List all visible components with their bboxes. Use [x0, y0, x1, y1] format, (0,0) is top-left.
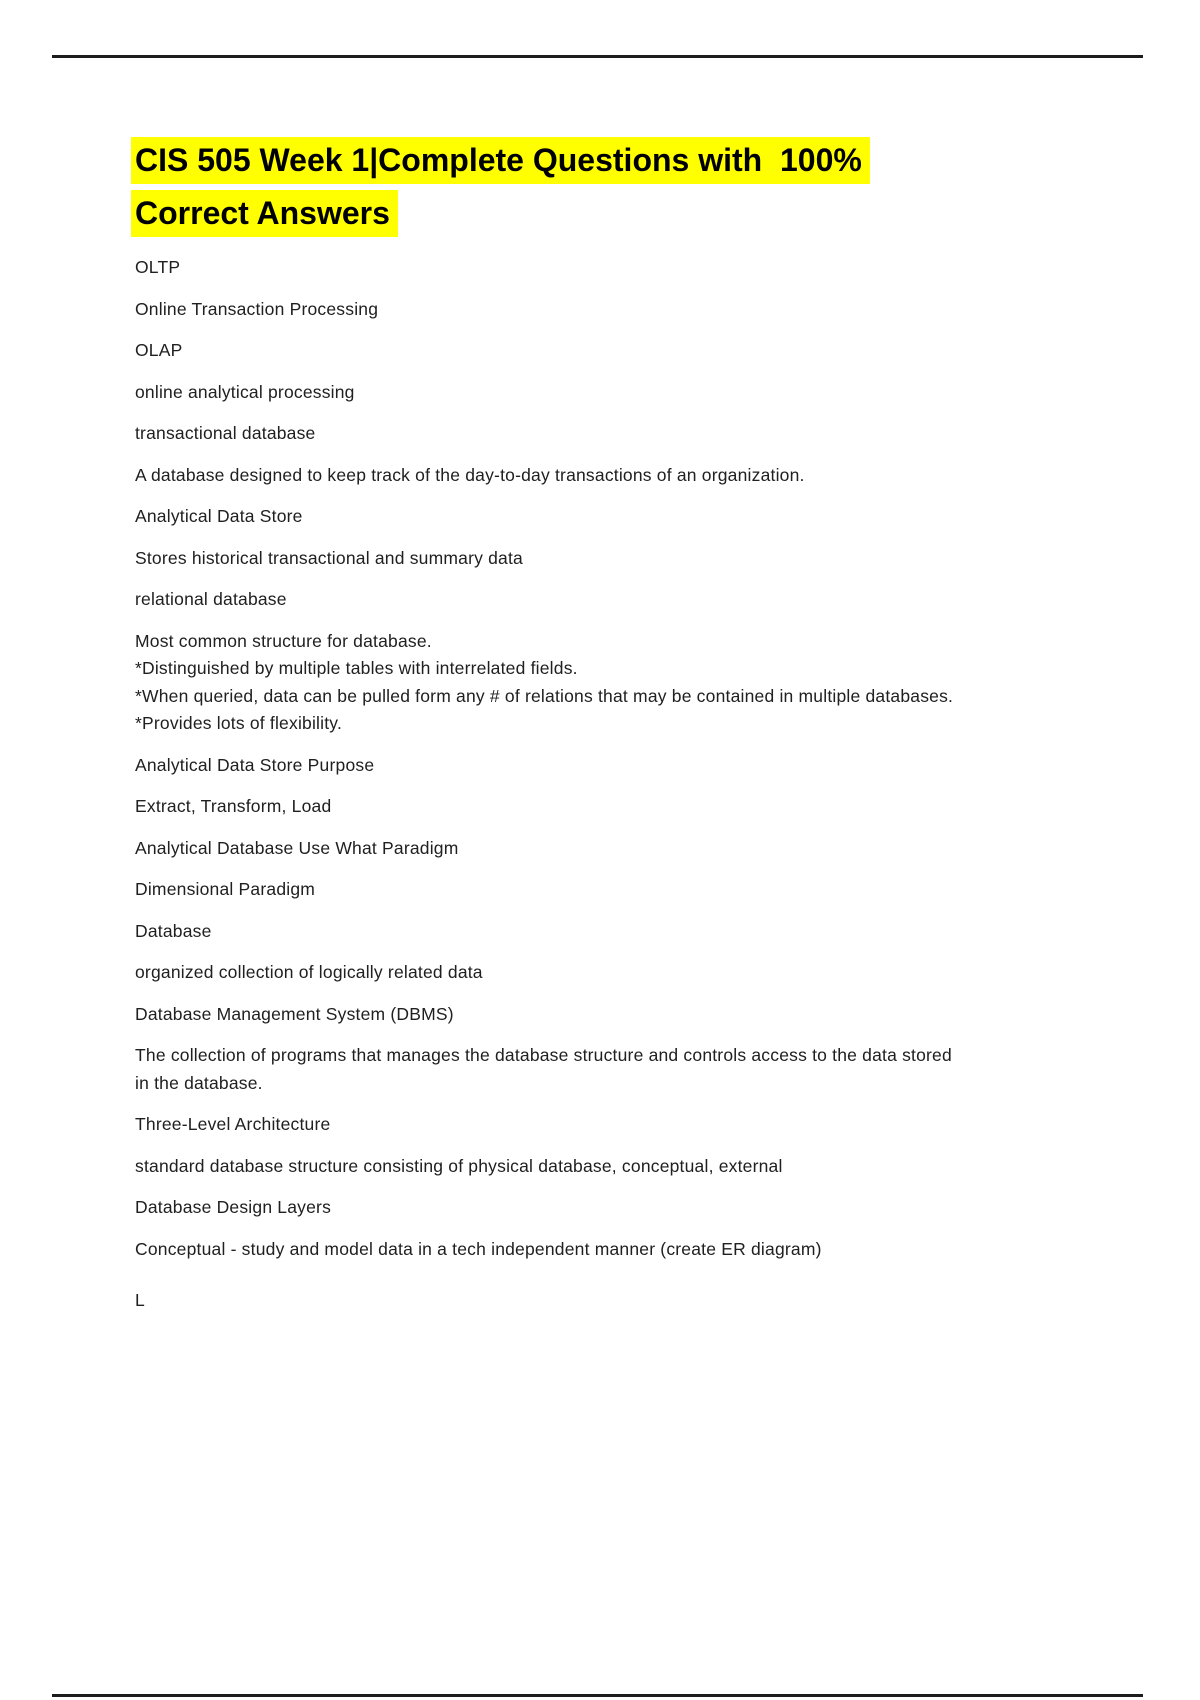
paragraph [135, 876, 1147, 904]
document-body [135, 254, 1147, 1315]
paragraph-line: *When queried, data can be pulled form any # of relations that may be contained in multiple databases. [135, 685, 954, 706]
paragraph-line: Online Transaction Processing [135, 298, 379, 319]
paragraph [135, 1287, 1147, 1315]
bottom-rule [52, 1694, 1143, 1697]
paragraph-line: organized collection of logically related data [135, 962, 483, 982]
paragraph-line: Three-Level Architecture [135, 1114, 331, 1134]
paragraph [135, 462, 1147, 490]
paragraph-line: OLTP [135, 257, 181, 277]
paragraph-line: Analytical Data Store [135, 506, 303, 526]
paragraph-line: Database Design Layers [135, 1197, 332, 1217]
paragraph [135, 835, 1147, 863]
paragraph [135, 296, 1147, 324]
paragraph [135, 1194, 1147, 1222]
paragraph-line: Stores historical transactional and summary data [135, 547, 523, 568]
paragraph-line: Database [135, 920, 212, 941]
paragraph-line: OLAP [135, 340, 183, 360]
paragraph-line: *Provides lots of flexibility. [135, 713, 343, 733]
paragraph [135, 1042, 1147, 1097]
paragraph [135, 628, 1147, 738]
paragraph-line: transactional database [135, 423, 316, 443]
paragraph-line: online analytical processing [135, 381, 355, 402]
paragraph [135, 586, 1147, 614]
paragraph-line: Database Management System (DBMS) [135, 1003, 454, 1024]
paragraph-line: L [135, 1290, 145, 1310]
page-title [135, 134, 1147, 240]
top-rule [52, 55, 1143, 58]
paragraph [135, 337, 1147, 365]
paragraph-line: *Distinguished by multiple tables with interrelated fields. [135, 658, 578, 678]
paragraph-line: Dimensional Paradigm [135, 879, 316, 899]
paragraph-line: Conceptual - study and model data in a tech independent manner (create ER diagram) [135, 1238, 822, 1259]
paragraph [135, 918, 1147, 946]
page-title-line-1: CIS 505 Week 1|Complete Questions with 100% [131, 137, 870, 184]
paragraph-line: Analytical Data Store Purpose [135, 754, 375, 775]
paragraph [135, 545, 1147, 573]
paragraph-line: in the database. [135, 1072, 263, 1093]
paragraph [135, 254, 1147, 282]
paragraph [135, 503, 1147, 531]
paragraph [135, 420, 1147, 448]
paragraph [135, 752, 1147, 780]
paragraph [135, 793, 1147, 821]
document-content [135, 134, 1147, 1329]
paragraph-line: A database designed to keep track of the day-to-day transactions of an organization. [135, 464, 805, 485]
paragraph [135, 1001, 1147, 1029]
paragraph [135, 379, 1147, 407]
paragraph-line: standard database structure consisting of physical database, conceptual, external [135, 1155, 783, 1176]
paragraph [135, 1236, 1147, 1264]
paragraph-line: Most common structure for database. [135, 630, 432, 651]
paragraph [135, 1111, 1147, 1139]
paragraph-line: Analytical Database Use What Paradigm [135, 837, 459, 858]
paragraph-line: relational database [135, 589, 287, 609]
paragraph-line: Extract, Transform, Load [135, 796, 332, 816]
paragraph [135, 1153, 1147, 1181]
paragraph [135, 959, 1147, 987]
page-title-line-2: Correct Answers [131, 190, 398, 237]
paragraph-line: The collection of programs that manages the database structure and controls access to the data stored [135, 1045, 952, 1065]
